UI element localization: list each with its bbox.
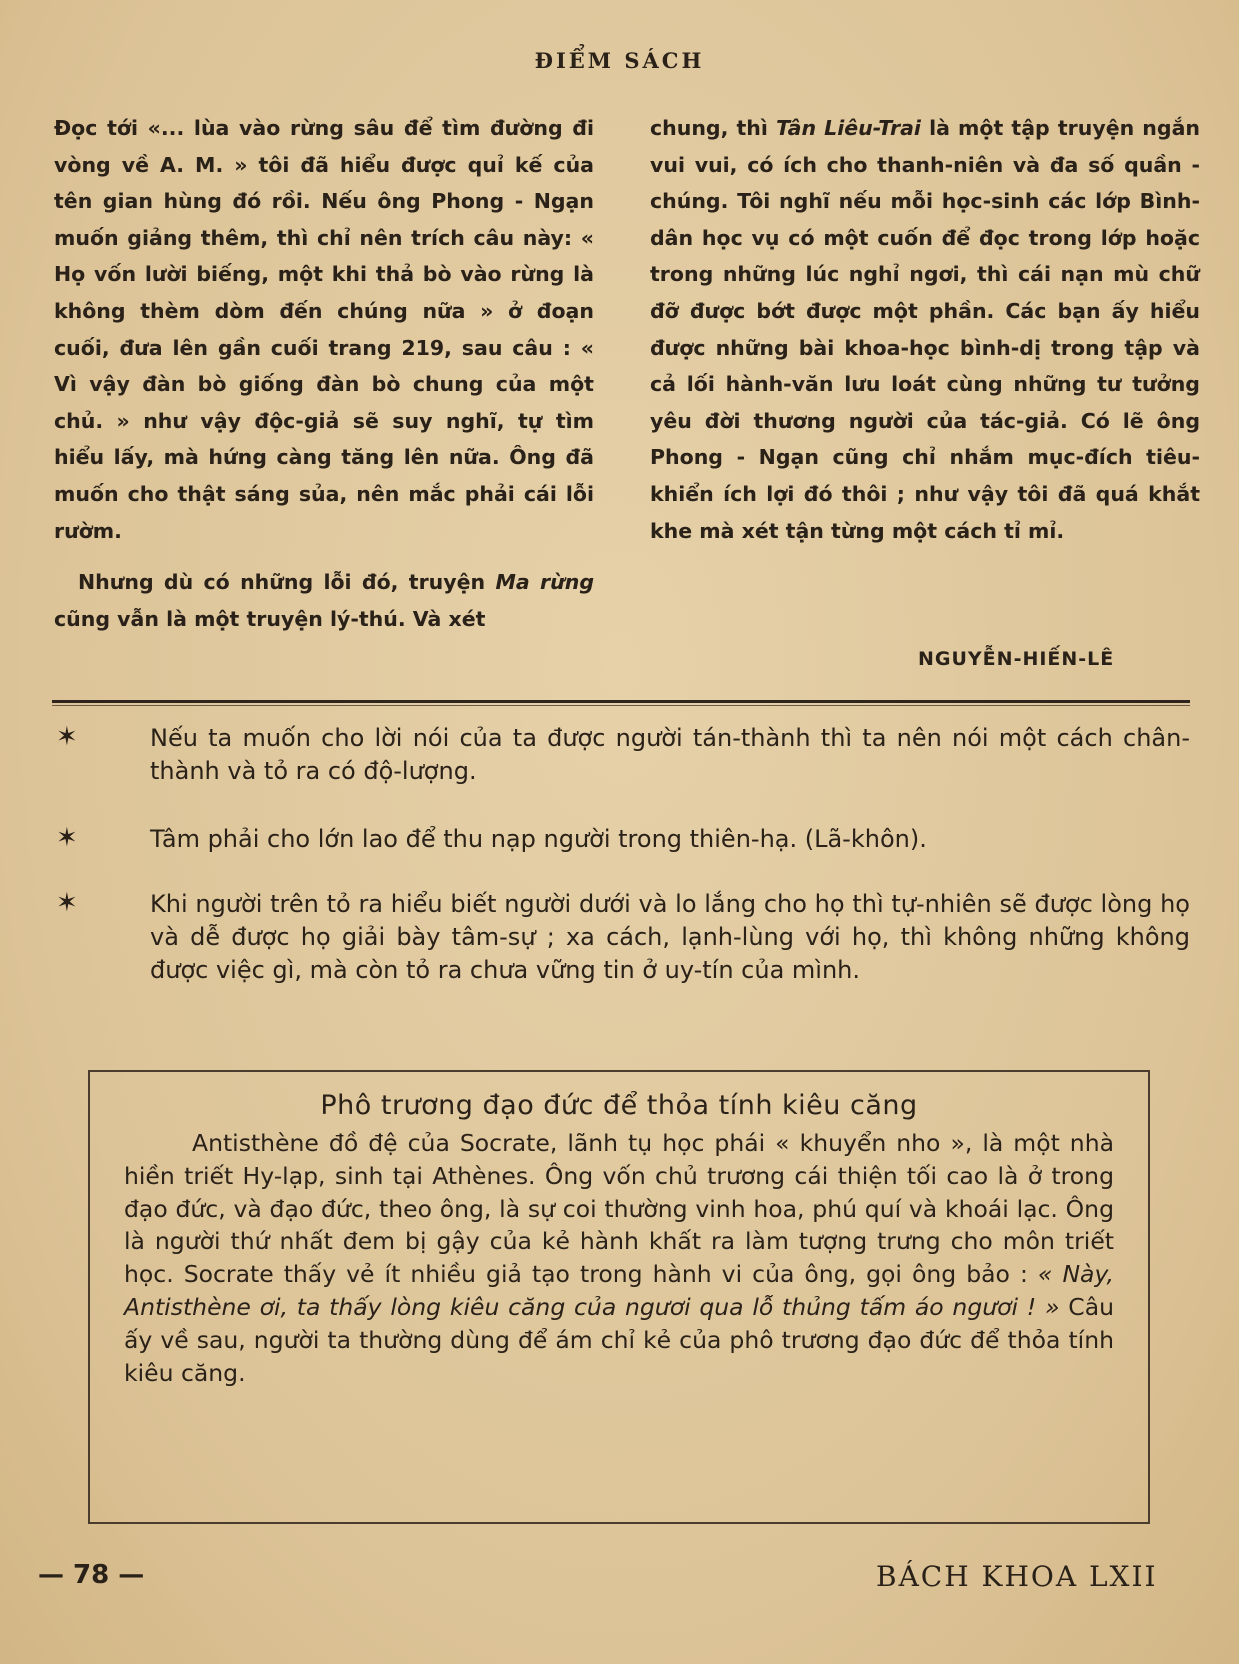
star-icon: ✶ (56, 823, 78, 853)
left-column (54, 110, 594, 637)
left-paragraph-2 (54, 564, 594, 637)
anecdote-body-end: Câu ấy về sau, người ta thường dùng để ám chỉ kẻ của phô trương đạo đức để thỏa tính kiêu căng. (124, 1292, 1114, 1387)
right-column (650, 110, 1200, 549)
star-icon: ✶ (56, 888, 78, 918)
left-paragraph-2-start: Nhưng dù có những lỗi đó, truyện (78, 570, 496, 595)
running-head: ĐIỂM SÁCH (534, 48, 705, 73)
star-icon: ✶ (56, 722, 78, 752)
book-title-ma-rung: Ma rừng (495, 570, 594, 595)
section-divider-thin (52, 705, 1190, 706)
anecdote-box (124, 1090, 1114, 1389)
anecdote-quote: « Này, Antisthène ơi, ta thấy lòng kiêu căng của ngươi qua lỗ thủng tấm áo ngươi ! » (124, 1260, 1114, 1321)
magazine-name: BÁCH KHOA LXII (876, 1560, 1158, 1593)
section-divider (52, 700, 1190, 703)
maxim-2-text: Tâm phải cho lớn lao để thu nạp người trong thiên-hạ. (Lã-khôn). (150, 825, 927, 853)
right-paragraph (650, 110, 1200, 549)
author-signature: NGUYỄN-HIẾN-LÊ (918, 648, 1115, 670)
anecdote-title: Phô trương đạo đức để thỏa tính kiêu căng (320, 1090, 918, 1121)
anecdote-body-start: Antisthène đồ đệ của Socrate, lãnh tụ học phái « khuyển nho », là một nhà hiền triết Hy-lạp, sinh tại Athènes. Ông vốn chủ trương cái thiện tối cao là ở trong đạo đức, và đạo đức, theo ông, là sự coi thường vinh hoa, phú quí và khoái lạc. Ông là người thứ nhất đem bị gậy của kẻ hành khất ra làm tượng trưng cho môn triết học. Socrate thấy vẻ ít nhiều giả tạo trong hành vi của ông, gọi ông bảo : (124, 1129, 1114, 1289)
maxim-3-text: Khi người trên tỏ ra hiểu biết người dưới và lo lắng cho họ thì tự-nhiên sẽ được lòng họ và dễ được họ giải bày tâm-sự ; xa cách, lạnh-lùng với họ, thì không những không được việc gì, mà còn tỏ ra chưa vững tin ở uy-tín của mình. (150, 890, 1190, 984)
book-title-tan-lieu-trai: Tân Liêu-Trai (776, 116, 921, 140)
maxim-1-text: Nếu ta muốn cho lời nói của ta được người tán-thành thì ta nên nói một cách chân-thành và tỏ ra có độ-lượng. (150, 724, 1190, 785)
page-number: — 78 — (38, 1560, 145, 1590)
right-paragraph-part-2: là một tập truyện ngắn vui vui, có ích cho thanh-niên và đa số quần - chúng. Tôi nghĩ nếu mỗi học-sinh các lớp Bình-dân học vụ có một cuốn để đọc trong lớp hoặc trong những lúc nghỉ ngơi, thì cái nạn mù chữ đỡ được bớt được một phần. Các bạn ấy hiểu được những bài khoa-học bình-dị trong tập và cả lối hành-văn lưu loát cùng những tư tưởng yêu đời thương người của tác-giả. Có lẽ ông Phong - Ngạn cũng chỉ nhắm mục-đích tiêu-khiển ích lợi đó thôi ; như vậy tôi đã quá khắt khe mà xét tận từng một cách tỉ mỉ. (650, 116, 1201, 543)
left-paragraph-2-end: cũng vẫn là một truyện lý-thú. Và xét (54, 606, 486, 631)
anecdote-body (124, 1127, 1114, 1389)
left-paragraph-1: Đọc tới «... lùa vào rừng sâu để tìm đường đi vòng về A. M. » tôi đã hiểu được quỉ kế của tên gian hùng đó rồi. Nếu ông Phong - Ngạn muốn giảng thêm, thì chỉ nên trích câu này: « Họ vốn lười biếng, một khi thả bò vào rừng là không thèm dòm đến chúng nữa » ở đoạn cuối, đưa lên gần cuối trang 219, sau câu : « Vì vậy đàn bò giống đàn bò chung của một chủ. » như vậy độc-giả sẽ suy nghĩ, tự tìm hiểu lấy, mà hứng càng tăng lên nữa. Ông đã muốn cho thật sáng sủa, nên mắc phải cái lỗi rườm. (54, 116, 594, 543)
right-paragraph-part-1: chung, thì (650, 116, 777, 140)
